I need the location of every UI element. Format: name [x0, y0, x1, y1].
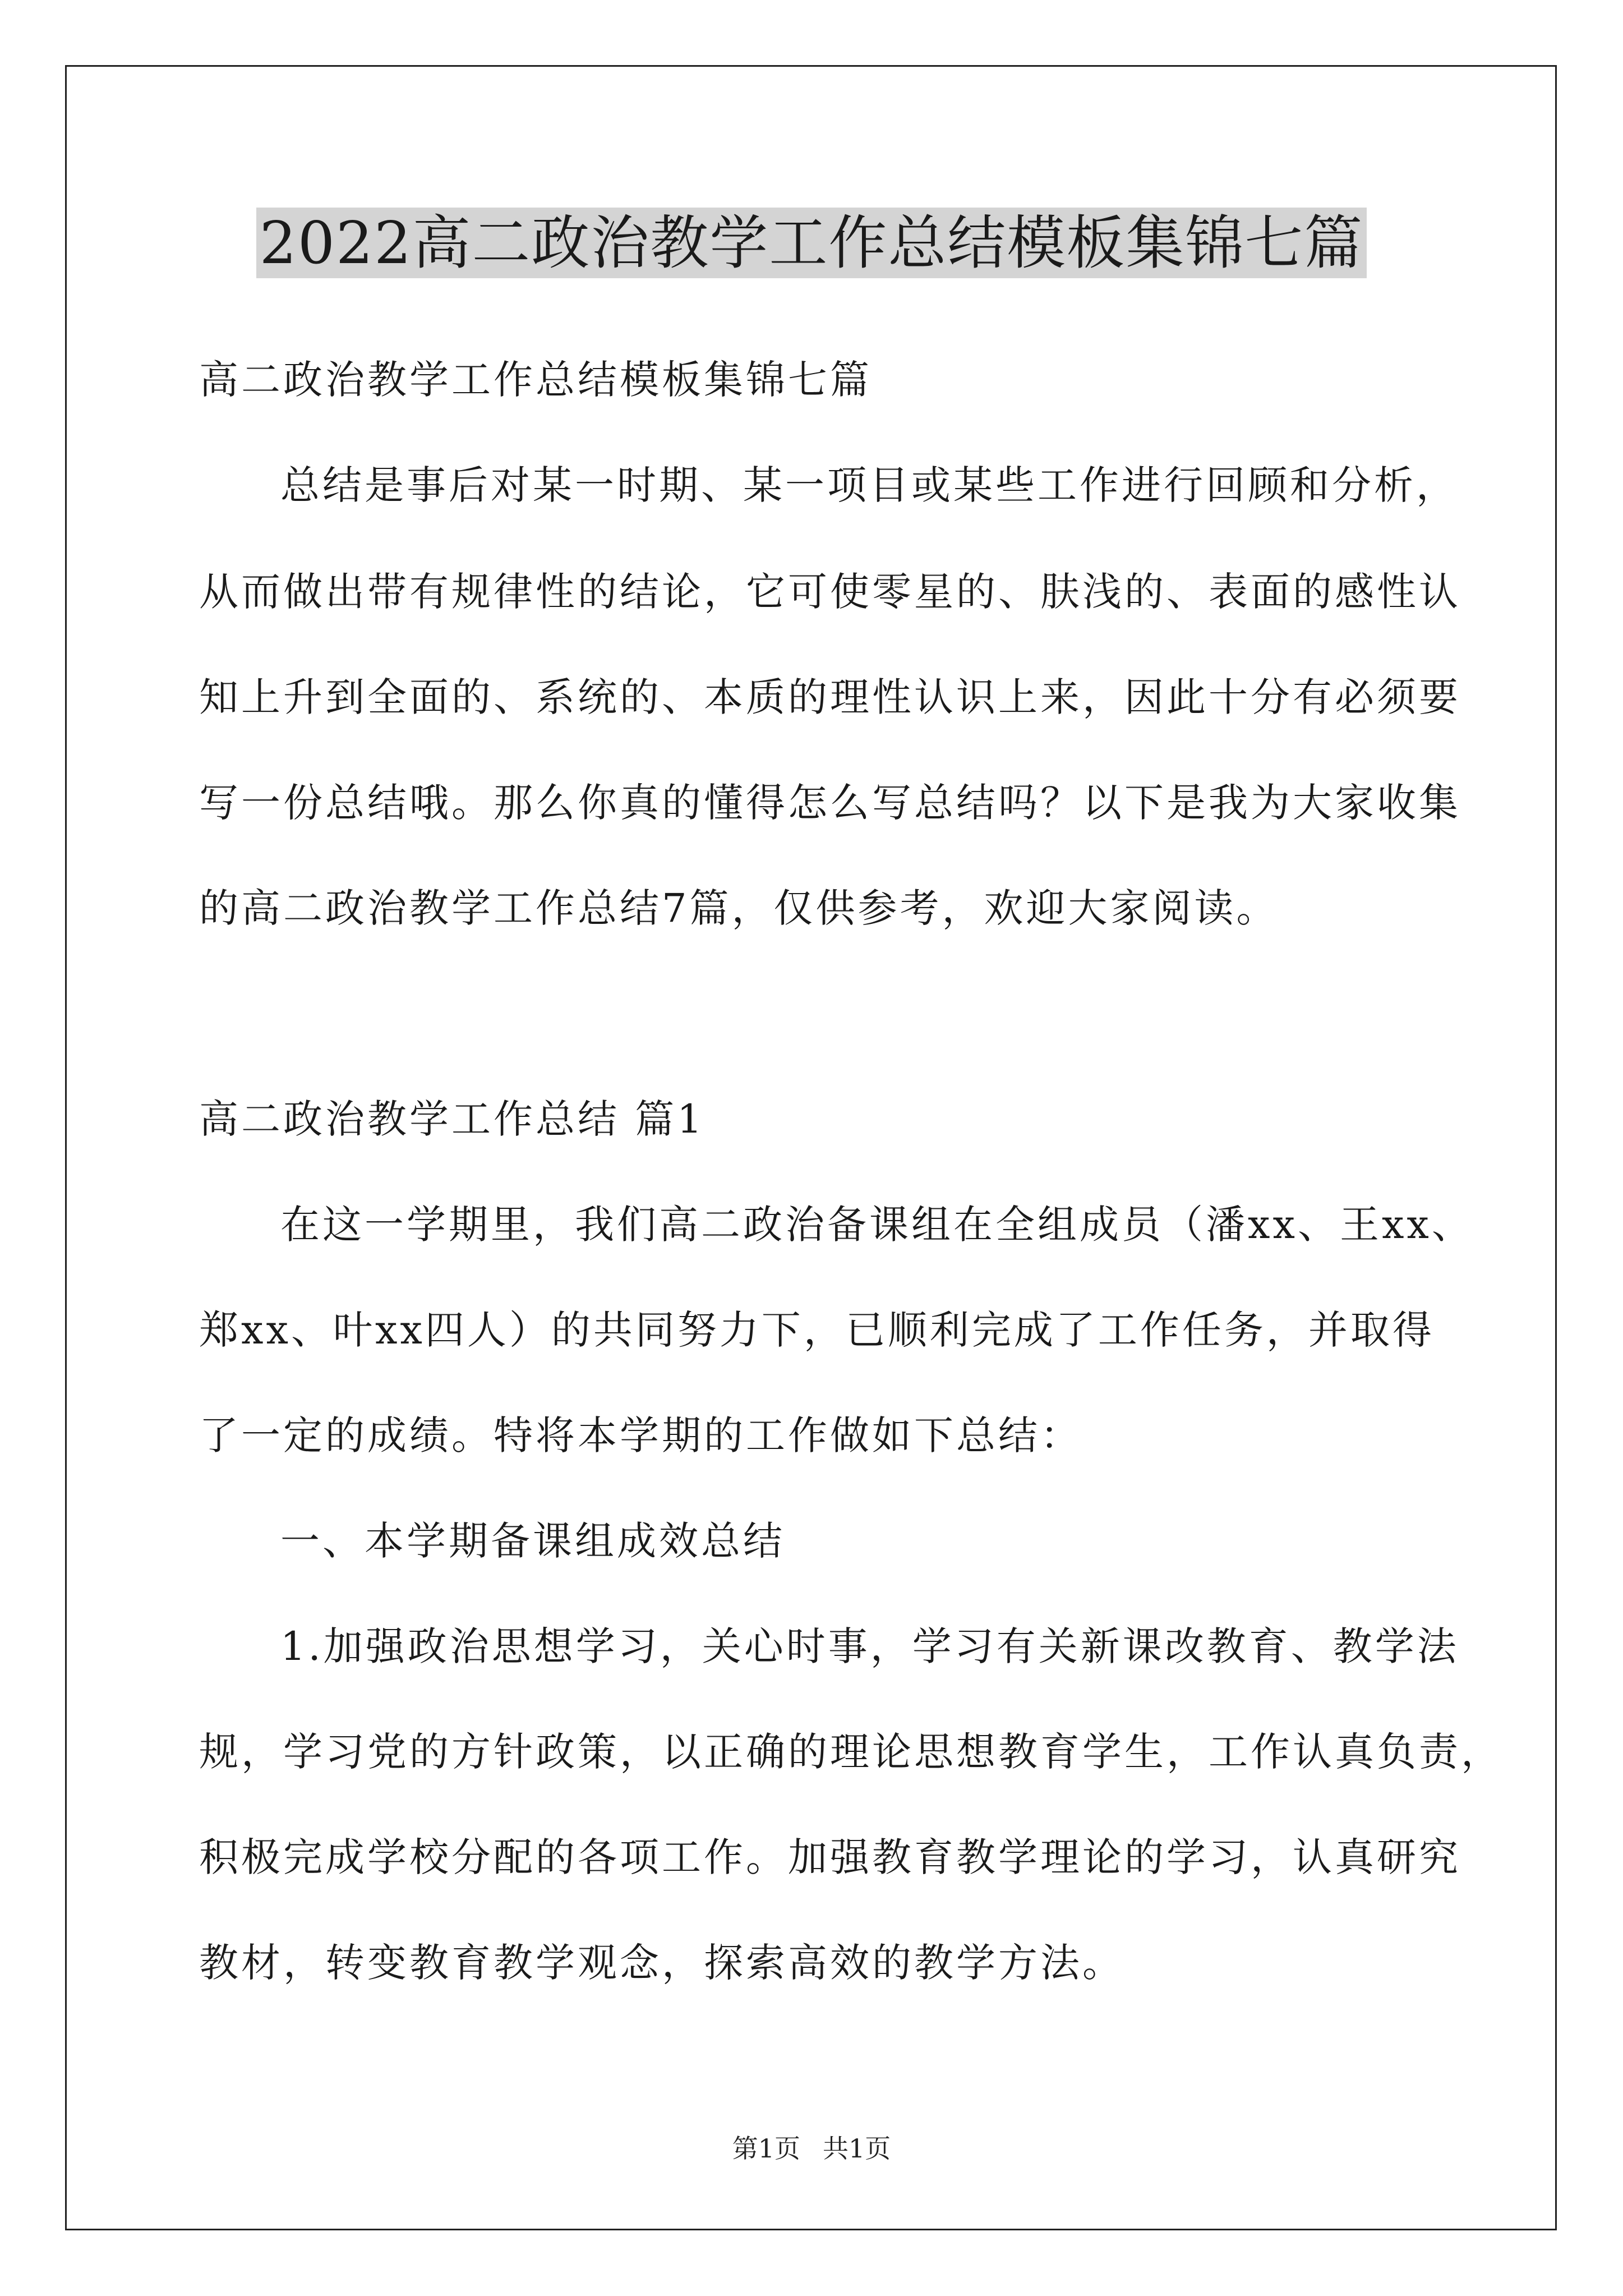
item-line-4: 教材，转变教育教学观念，探索高效的教学方法。 [199, 1940, 1124, 1986]
intro-line-2: 从而做出带有规律性的结论，它可使零星的、肤浅的、表面的感性认 [199, 569, 1461, 615]
body-line-1: 在这一学期里，我们高二政治备课组在全组成员（潘xx、王xx、 [280, 1202, 1474, 1248]
page-total: 共1页 [823, 2133, 891, 2164]
item-line-2: 规，学习党的方针政策，以正确的理论思想教育学生，工作认真负责， [199, 1729, 1503, 1775]
document-title [0, 206, 1623, 279]
body-line-3: 了一定的成绩。特将本学期的工作做如下总结： [199, 1412, 1082, 1458]
intro-line-4: 写一份总结哦。那么你真的懂得怎么写总结吗？以下是我为大家收集 [199, 780, 1461, 826]
intro-line-3: 知上升到全面的、系统的、本质的理性认识上来，因此十分有必须要 [199, 674, 1461, 720]
page-number: 第1页 [732, 2133, 800, 2164]
document-title-text: 2022高二政治教学工作总结模板集锦七篇 [256, 208, 1367, 278]
item-line-3: 积极完成学校分配的各项工作。加强教育教学理论的学习，认真研究 [199, 1834, 1461, 1880]
body-line-2: 郑xx、叶xx四人）的共同努力下，已顺利完成了工作任务，并取得 [199, 1307, 1435, 1353]
intro-line-5: 的高二政治教学工作总结7篇，仅供参考，欢迎大家阅读。 [199, 885, 1279, 931]
item-line-1: 1.加强政治思想学习，关心时事，学习有关新课改教育、教学法 [280, 1623, 1459, 1669]
subheading-line: 一、本学期备课组成效总结 [280, 1518, 785, 1564]
section-heading: 高二政治教学工作总结 篇1 [199, 1096, 705, 1142]
intro-line-1: 总结是事后对某一时期、某一项目或某些工作进行回顾和分析， [280, 462, 1458, 508]
page-footer [0, 2132, 1623, 2165]
subtitle-line: 高二政治教学工作总结模板集锦七篇 [199, 357, 872, 403]
